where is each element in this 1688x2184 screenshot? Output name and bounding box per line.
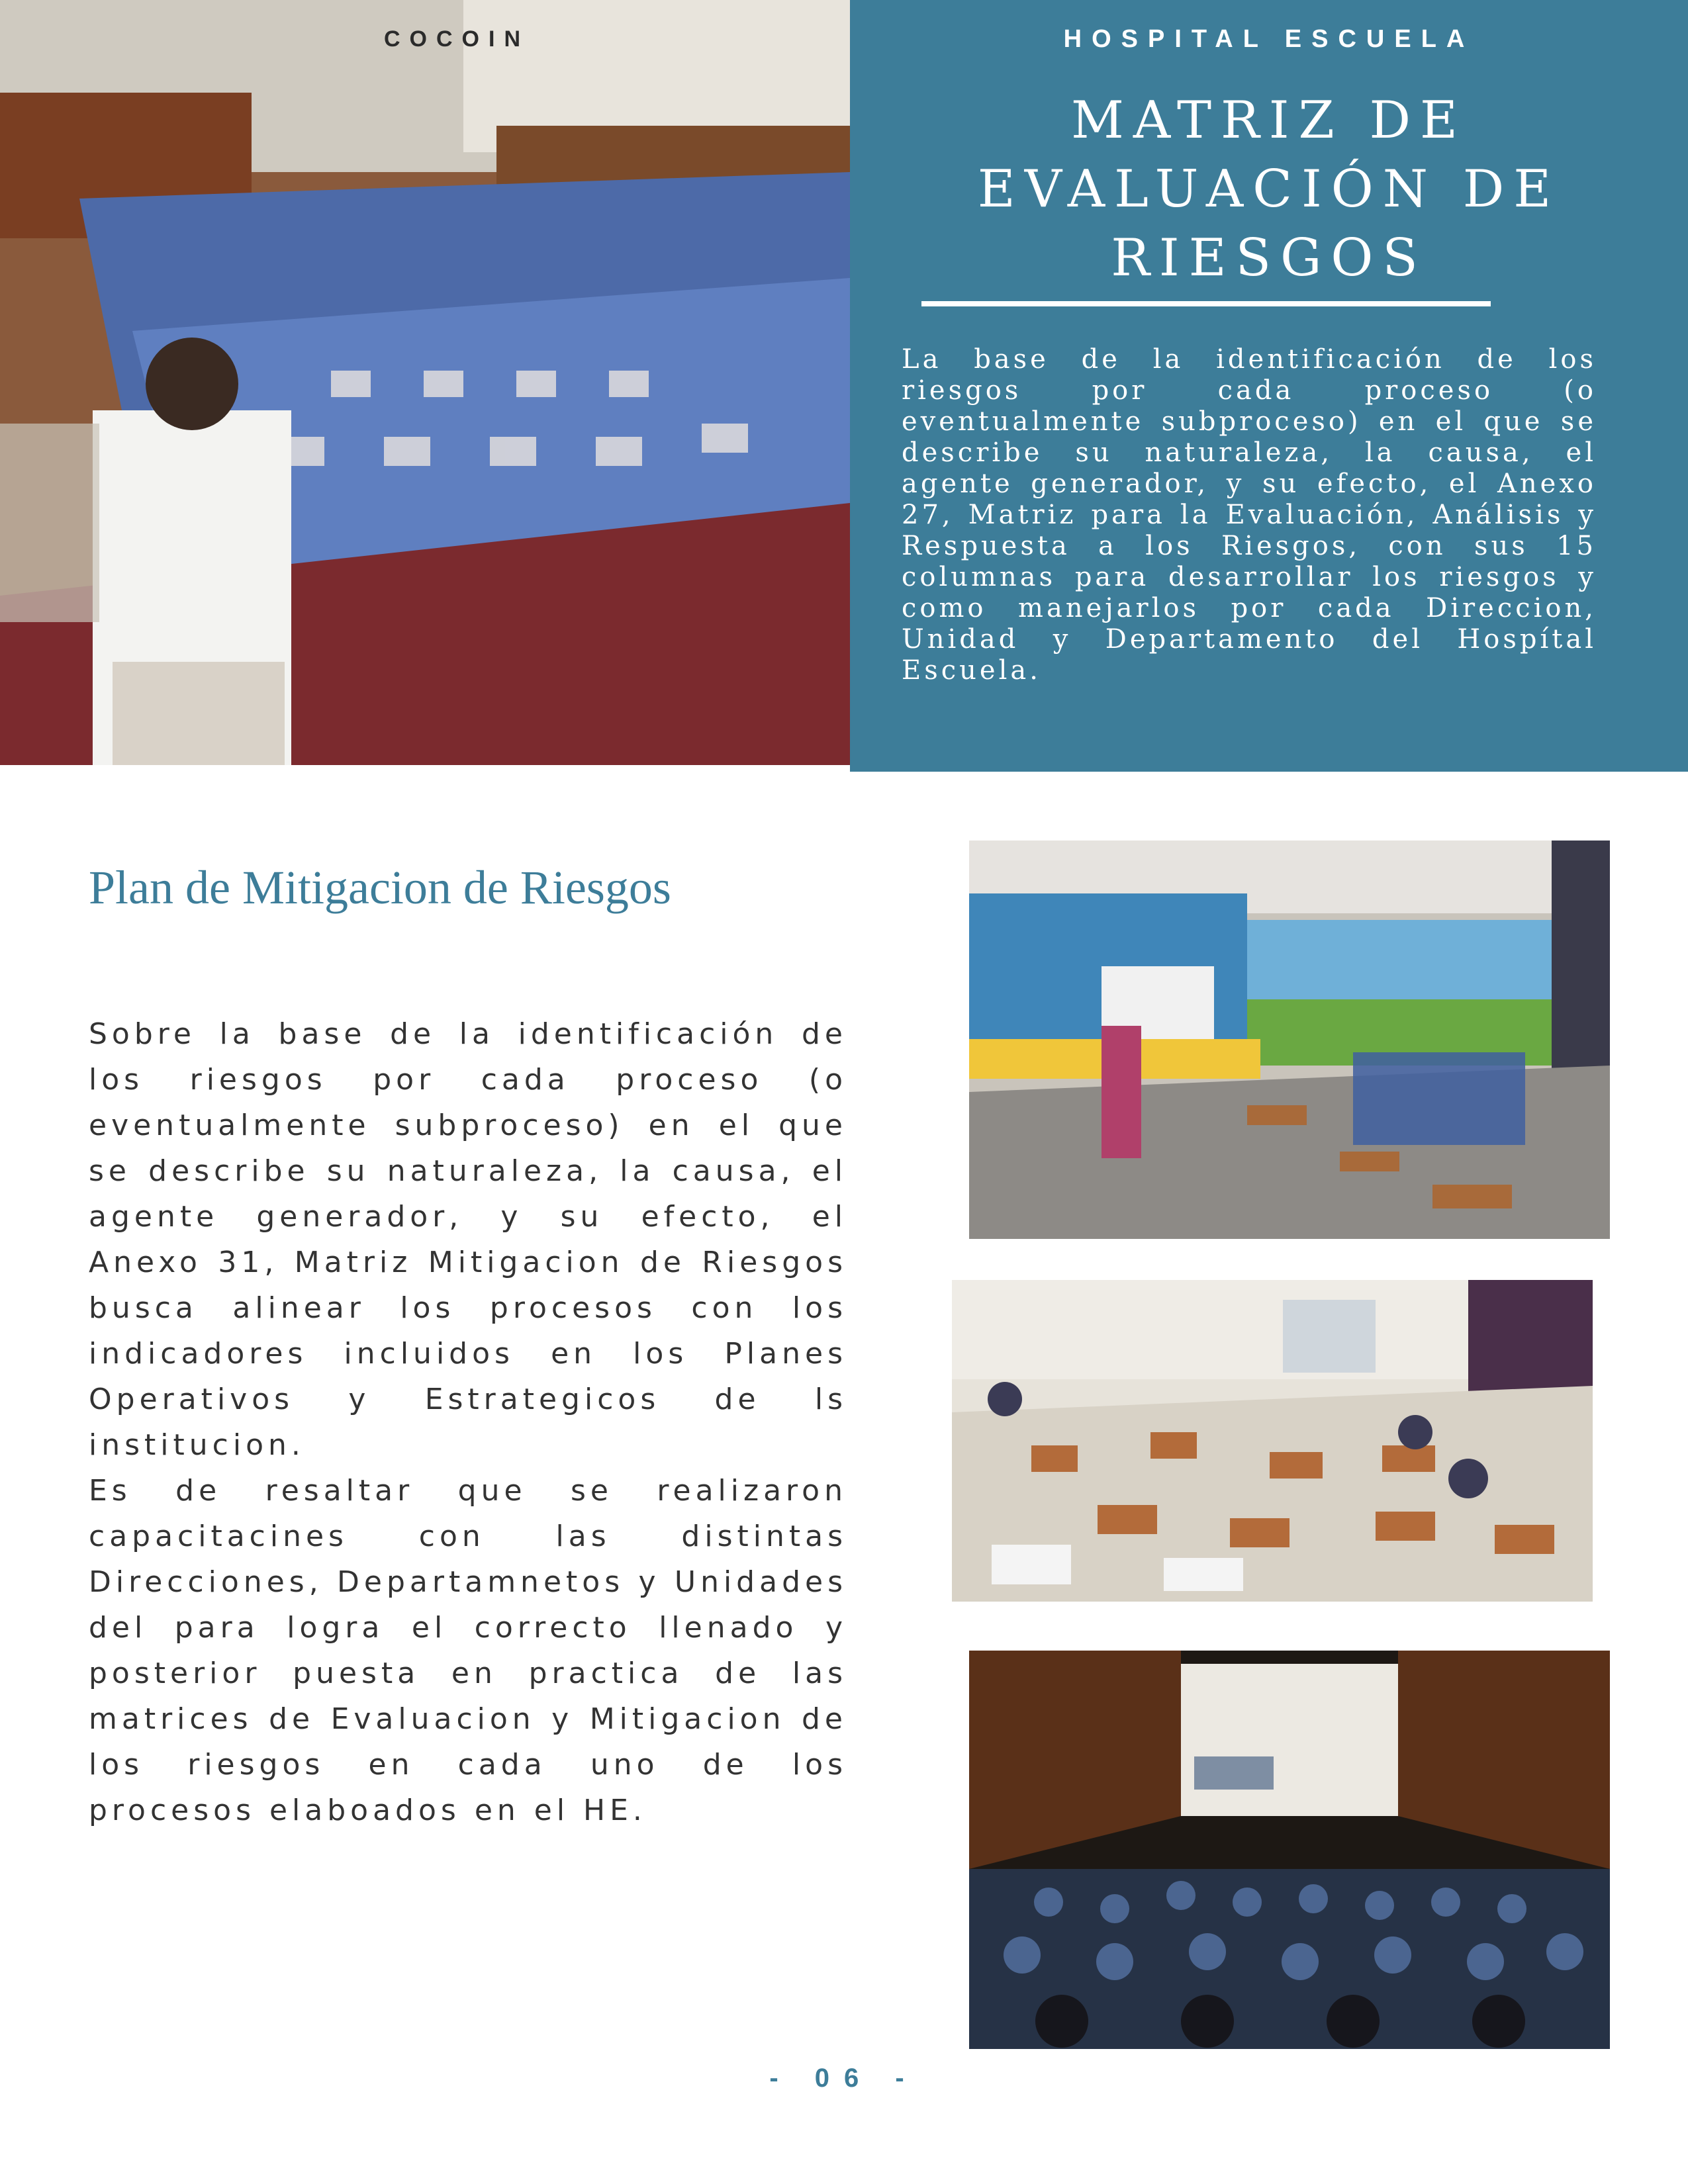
title-divider bbox=[921, 301, 1491, 306]
brand-label: COCOIN bbox=[384, 26, 530, 52]
classroom-training-photo bbox=[969, 841, 1610, 1239]
title-panel bbox=[850, 0, 1688, 772]
lecture-room-photo bbox=[952, 1280, 1593, 1602]
body-paragraph-2: Es de resaltar que se realizaron capacitacines con las distintas Direcciones, Departamnetos y Unidades del para logra el correcto llenado y posterior puesta en practica de las matrices de Evaluacion y Mitigacion de los riesgos en cada uno de los procesos elaboados en el HE. bbox=[89, 1474, 847, 1827]
body-paragraph-1: Sobre la base de la identificación de los riesgos por cada proceso (o eventualmente subproceso) en el que se describe su naturaleza, la causa, el agente generador, y su efecto, el Anexo 31, Matriz Mitigacion de Riesgos busca alinear los procesos con los indicadores incluidos en los Planes Operativos y Estrategicos de ls institucion. bbox=[89, 1017, 847, 1462]
intro-paragraph: La base de la identificación de los riesgos por cada proceso (o eventualmente subproceso) en el que se describe su naturaleza, la causa, el agente generador, y su efecto, el Anexo 27, Matriz para la Evaluación, Análisis y Respuesta a los Riesgos, con sus 15 columnas para desarrollar los riesgos y como manejarlos por cada Direccion, Unidad y Departamento del Hospítal Escuela. bbox=[902, 344, 1597, 686]
hospital-kicker: HOSPITAL ESCUELA bbox=[1063, 25, 1475, 53]
page-number: - 06 - bbox=[769, 2064, 919, 2093]
hero-auditorium-photo bbox=[0, 0, 850, 765]
page-title: MATRIZ DE EVALUACIÓN DE RIESGOS bbox=[977, 91, 1561, 288]
section-heading: Plan de Mitigacion de Riesgos bbox=[89, 861, 671, 914]
auditorium-audience-photo bbox=[969, 1651, 1610, 2049]
